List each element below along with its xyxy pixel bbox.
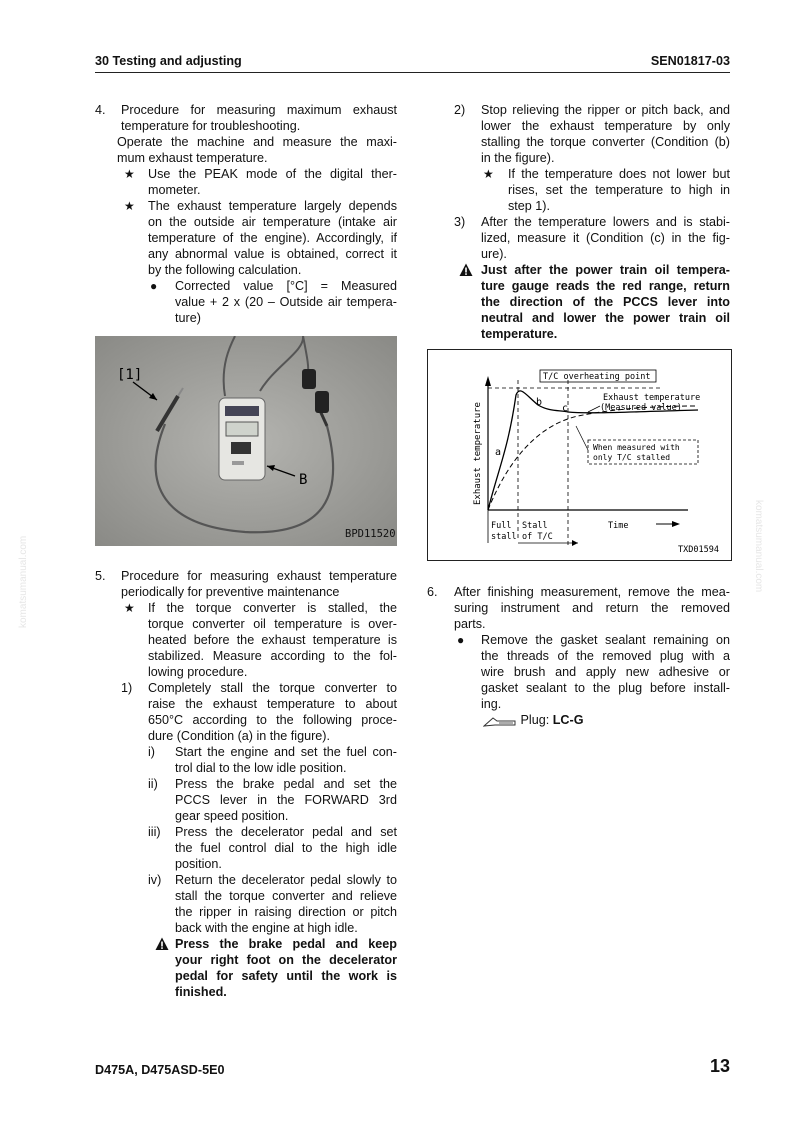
step-4-note-2: The exhaust temperature largely depends on the outside air temperature (intake air temperature of the engine). Accordingly, if any abnormal value is obtained, correct it by the following calculation.	[148, 199, 397, 277]
substep-iii-text: Press the decelerator pedal and set the fuel control dial to the high idle position.	[175, 825, 397, 871]
step-2-text: Stop relieving the ripper or pitch back, and lower the exhaust temperature by only stalling the torque converter (Condition (b) in the figure).	[481, 103, 730, 165]
star-icon: ★	[124, 199, 135, 213]
step-2-number: 2)	[454, 103, 466, 117]
substep-iv-text: Return the decelerator pedal slowly to stall the torque converter and relieve the ripper in raising direction or pitch back with the engine at high idle.	[175, 873, 397, 935]
step-2-note: If the temperature does not lower but rises, set the temperature to high in step 1).	[508, 167, 730, 213]
photo-code: BPD11520	[345, 528, 396, 540]
full-stall-label-1: Full	[491, 521, 512, 531]
full-stall-label-2: stall	[491, 532, 517, 542]
substep-i-number: i)	[148, 745, 155, 759]
photo-label-1: [1]	[117, 367, 143, 383]
step-6-bullet: Remove the gasket sealant remaining on the threads of the removed plug with a wire brush and apply new adhesive or gasket sealant to the plug before install- ing.	[481, 633, 730, 711]
star-icon: ★	[483, 167, 494, 181]
thermometer-photo-drawing	[95, 336, 397, 546]
substep-iii-number: iii)	[148, 825, 161, 839]
step-6-text: After finishing measurement, remove the mea- suring instrument and return the removed parts.	[454, 585, 730, 631]
curve-label-a: a	[495, 447, 502, 458]
substep-ii-number: ii)	[148, 777, 158, 791]
safety-warning-right: Just after the power train oil tempera- ture gauge reads the red range, return the direction of the PCCS lever into neutral and lower the power train oil temperature.	[481, 263, 730, 341]
photo-label-b: B	[299, 472, 308, 488]
step-6-number: 6.	[427, 585, 438, 599]
substep-i-text: Start the engine and set the fuel con- trol dial to the low idle position.	[175, 745, 397, 775]
bullet-icon: ●	[457, 633, 465, 647]
page-number: 13	[709, 1056, 730, 1076]
star-icon: ★	[124, 601, 135, 615]
substep-ii-text: Press the brake pedal and set the PCCS lever in the FORWARD 3rd gear speed position.	[175, 777, 397, 823]
time-label: Time	[608, 521, 629, 531]
stall-only-label-2: only T/C stalled	[593, 453, 671, 462]
exhaust-temperature-diagram	[427, 349, 732, 561]
bullet-icon: ●	[150, 279, 158, 293]
step-5-number: 5.	[95, 569, 106, 583]
stall-only-label-1: When measured with	[593, 443, 680, 452]
adhesive-icon	[483, 714, 517, 728]
header-rule	[95, 72, 730, 73]
substep-1-text: Completely stall the torque converter to raise the exhaust temperature to about 650°C according to the following proce- dure (Condition (a) in the figure).	[148, 681, 397, 743]
step-4-text: Procedure for measuring maximum exhaust temperature for troubleshooting.	[121, 103, 397, 133]
warning-icon	[459, 263, 473, 277]
exhaust-measured-label: (Measured value)	[600, 403, 682, 413]
step-3-number: 3)	[454, 215, 466, 229]
tc-stall-label-1: Stall	[522, 521, 548, 531]
step-4-number: 4.	[95, 103, 106, 117]
plug-spec	[483, 712, 584, 728]
step-3-text: After the temperature lowers and is stabi- lized, measure it (Condition (c) in the fig- ure).	[481, 215, 730, 261]
step-4-instruction: Operate the machine and measure the maxi- mum exhaust temperature.	[117, 135, 397, 165]
star-icon: ★	[124, 167, 135, 181]
watermark-right: komatsumanual.com	[753, 500, 764, 593]
thermometer-photo	[95, 336, 397, 546]
warning-icon	[155, 937, 169, 951]
substep-1-number: 1)	[121, 681, 133, 695]
curve-label-c: c	[562, 403, 569, 414]
watermark-left: komatsumanual.com	[18, 535, 29, 628]
substep-iv-number: iv)	[148, 873, 162, 887]
exhaust-temperature-curves	[428, 350, 731, 560]
tc-stall-label-2: of T/C	[522, 532, 553, 542]
curve-label-b: b	[536, 397, 543, 408]
figure-code: TXD01594	[678, 545, 719, 555]
step-5-note: If the torque converter is stalled, the torque converter oil temperature is over- heated before the exhaust temperature is stabilized. Measure according to the fol- lowing procedure.	[148, 601, 397, 679]
overheat-label: T/C overheating point	[543, 372, 651, 382]
correction-formula: Corrected value [°C] = Measured value + 2 x (20 – Outside air tempera- ture)	[175, 279, 397, 325]
y-axis-label: Exhaust temperature	[473, 402, 483, 505]
safety-warning-left: Press the brake pedal and keep your right foot on the decelerator pedal for safety until the work is finished.	[175, 937, 397, 999]
step-5-text: Procedure for measuring exhaust temperature periodically for preventive maintenance	[121, 569, 397, 599]
document-code: SEN01817-03	[650, 54, 730, 68]
step-4-note-1: Use the PEAK mode of the digital ther- mometer.	[148, 167, 397, 197]
running-header	[95, 53, 730, 69]
model-footer: D475A, D475ASD-5E0	[95, 1063, 225, 1077]
section-title: 30 Testing and adjusting	[95, 54, 242, 68]
plug-label: Plug:	[520, 713, 553, 727]
plug-value: LC-G	[552, 713, 584, 727]
exhaust-label: Exhaust temperature	[603, 393, 701, 403]
